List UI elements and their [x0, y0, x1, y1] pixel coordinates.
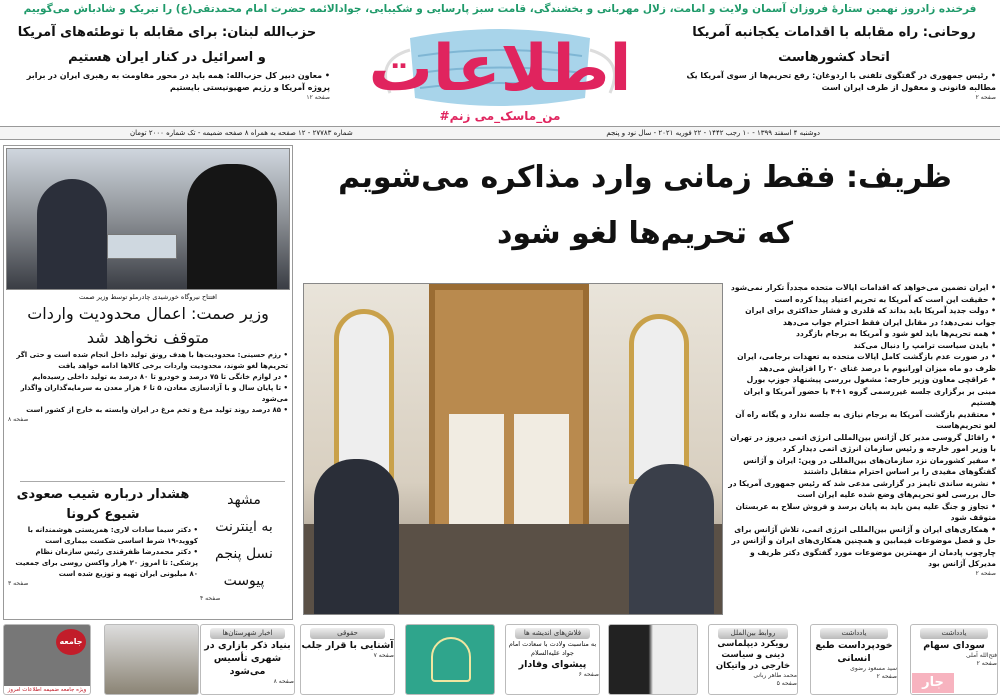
import-story[interactable]	[8, 293, 288, 424]
svg-text:اطلاعات: اطلاعات	[368, 32, 632, 106]
bullet: • در لوازم خانگی تا ۷۵ درصد و خودرو تا ۸۰ درصد به تولید داخلی رسیده‌ایم	[32, 373, 288, 381]
headline: هشدار درباره شیب صعودی	[16, 487, 190, 502]
imam-jawad-graphic	[405, 624, 495, 695]
summary: • رئیس جمهوری در گفتگوی تلفنی با اردوغان: رفع تحریم‌ها از سوی آمریکا یک مطالبه قانونی و معقول از طرف ایران است	[686, 71, 996, 92]
bullet: • معتقدیم بازگشت آمریکا به برجام نیازی به جلسه ندارد و یگانه راه آن لغو تحریم‌هاست	[735, 409, 996, 430]
left-top-story[interactable]	[4, 20, 330, 102]
top-banner: فرخنده زادروز نهمین ستارهٔ فروزان آسمان ولایت و امامت، زلال مهربانی و بخشندگی، قامت سبز پارسایی و شکیبایی، جوادالائمه حضرت امام محمدتقی(ع) را تبریک و شادباش می‌گوییم	[23, 3, 977, 15]
section-tag: حقوقی	[310, 628, 384, 639]
page-ref: صفحه ۲	[975, 94, 996, 101]
teaser-title: رویکرد دیپلماسی دینی و سیاست خارجی در واتیکان	[715, 639, 791, 671]
page-ref: صفحه ۵	[776, 680, 797, 687]
bottom-teaser[interactable]	[810, 624, 898, 695]
bullet: • تجاوز و جنگ علیه یمن باید به پایان برسد و فروش سلاح به عربستان متوقف شود	[735, 501, 996, 522]
jame-supplement[interactable]	[3, 624, 91, 695]
issue-info: شماره ۲۷۷۸۳ - ۱۲ صفحه به همراه ۸ صفحه ضمیمه - تک شماره ۲۰۰۰ تومان	[130, 129, 353, 137]
date-text: دوشنبه ۴ اسفند ۱۳۹۹ - ۱۰ رجب ۱۴۴۲ - ۲۲ فوریه ۲۰۲۱ - سال نود و پنجم	[606, 129, 820, 137]
section-tag: اخبار شهرستان‌ها	[210, 628, 284, 639]
headline: روحانی: راه مقابله با اقدامات یکجانبه آمریکا	[692, 25, 976, 40]
section-tag: روابط بین‌الملل	[718, 628, 788, 639]
author: محمد طاهر ربانی	[753, 672, 797, 679]
bullet: • در صورت عدم بازگشت کامل ایالات متحده به تعهدات برجامی، ایران ظرف دو ماه میزان اورانیوم با درصد غنای ۲۰ را افزایش می‌دهد	[737, 352, 996, 373]
mashhad-story[interactable]	[200, 487, 288, 603]
date-bar	[0, 126, 1000, 140]
bullet: • رزم حسینی: محدودیت‌ها با هدف رونق تولید داخل انجام شده است و حتی اگر تحریم‌ها لغو شوند، محدودیت واردات برخی کالاها ادامه خواهد یافت	[16, 351, 288, 370]
bullet: • عراقچی معاون وزیر خارجه: مشغول بررسی پیشنهاد جوزپ بورل مبنی بر برگزاری جلسه غیررسمی گروه ۱+۴ با حضور آمریکا و ایران هستیم	[743, 375, 996, 407]
section-tag: یادداشت	[920, 628, 989, 639]
main-headline[interactable]	[300, 150, 990, 262]
headline-line: پیوست	[223, 573, 265, 589]
teaser-title: خودپرداست طبع انسانی	[815, 640, 893, 664]
page-ref: صفحه ۲	[876, 673, 897, 680]
page-ref: صفحه ۲	[976, 660, 997, 667]
author: سید مسعود رضوی	[850, 665, 897, 672]
bullet: • نشریه ساندی تایمز در گزارشی مدعی شد که رئیس جمهوری آمریکا در حال بررسی لغو تحریم‌های وضع شده علیه ایران است	[728, 478, 996, 499]
page-ref: صفحه ۷	[373, 652, 394, 659]
section-tag: فلاش‌های اندیشه ها	[515, 628, 589, 639]
meeting-photo	[104, 624, 199, 695]
page-ref: صفحه ۶	[578, 671, 599, 678]
headline-line: مشهد	[227, 492, 261, 508]
page-ref: صفحه ۳	[8, 580, 29, 587]
page-ref: صفحه ۱۲	[306, 94, 330, 101]
headline-line: ظریف: فقط زمانی وارد مذاکره می‌شویم	[338, 160, 952, 195]
bullet: • رافائل گروسی مدیر کل آژانس بین‌المللی انرژی اتمی دیروز در تهران با وزیر امور خارجه و رئیس سازمان انرژی اتمی دیدار کرد	[730, 432, 996, 453]
page-ref: صفحه ۲	[975, 569, 996, 577]
divider	[20, 481, 285, 482]
bottom-teaser[interactable]	[505, 624, 600, 695]
bullet: • بایدن سیاست ترامپ را دنبال می‌کند	[853, 340, 996, 350]
section-tag: یادداشت	[820, 628, 889, 639]
bullet: • سفیر کشورمان نزد سازمان‌های بین‌المللی در وین: ایران و آژانس گفتگوهای مفیدی را بر اساس احترام متقابل داشتند	[743, 455, 996, 476]
summary: • معاون دبیر کل حزب‌الله: همه باید در محور مقاومت به رهبری ایران در برابر پروژه آمریکا و رژیم صهیونیستی بایستیم	[26, 71, 330, 92]
headline-line: که تحریم‌ها لغو شود	[496, 216, 794, 251]
intro: به مناسبت ولادت با سعادت امام جواد علیه‌السلام	[508, 640, 597, 657]
headline: وزیر صمت: اعمال محدودیت واردات	[27, 304, 269, 323]
jar-logo: جار	[912, 673, 954, 693]
bullet: • همه تحریم‌ها باید لغو شود و آمریکا به برجام بازگردد	[796, 329, 996, 338]
headline: اتحاد کشورهاست	[778, 50, 890, 65]
bullet: • ۸۵ درصد روند تولید مرغ و تخم مرغ در ایران وابسته به خارج از کشور است	[26, 406, 288, 414]
hashtag: #من_ماسک_می زنم	[439, 109, 561, 123]
bottom-teaser[interactable]	[708, 624, 798, 695]
rouhani-pope-photo	[608, 624, 698, 695]
jame-logo: جامعه	[56, 629, 86, 655]
bottom-teaser[interactable]	[300, 624, 395, 695]
main-photo	[303, 283, 723, 615]
headline: و اسرائیل در کنار ایران هستیم	[68, 50, 266, 65]
bullet: • دکتر سیما سادات لاری: همزیستی هوشمندانه با کووید-۱۹ شرط اساسی شکست بیماری است	[27, 526, 198, 545]
teaser-title: آشنایی با قرار جلب	[301, 640, 394, 651]
author: فتح‌الله آملی	[965, 652, 997, 659]
right-top-story[interactable]	[672, 20, 996, 102]
bullet: • دولت جدید آمریکا باید بداند که قلدری و فشار حداکثری برای ایران جواب نمی‌دهد؛ در مقابل ایران فقط احترام جواب می‌دهد	[745, 306, 996, 327]
page-ref: صفحه ۸	[273, 678, 294, 685]
teaser-title: پیشوای وفادار	[518, 659, 587, 670]
bullet: • همکاری‌های ایران و آژانس بین‌المللی انرژی اتمی، تلاش آژانس برای حل و فصل موضوعات فیمابین و همچنین همکاری‌های ایران و آژانس در چارچوب پادمان از مهمترین موضوعات مورد گفتگوی دکتر ظریف و مدیرکل آژانس بود	[731, 524, 996, 568]
photo-caption: افتتاح نیروگاه خورشیدی چادرملو توسط وزیر صمت	[79, 293, 217, 301]
minister-photo	[6, 148, 290, 290]
bullet: • حقیقت این است که آمریکا به تحریم اعتیاد پیدا کرده است	[774, 294, 996, 304]
page-ref: صفحه ۸	[8, 416, 29, 423]
bottom-teaser[interactable]	[200, 624, 295, 695]
teaser-title: بنیاد ذکر بازاری در شهری تأسیس می‌شود	[204, 640, 291, 677]
bullet: • ایران تضمین می‌خواهد که اقدامات ایالات متحده مجدداً تکرار نمی‌شود	[730, 283, 996, 292]
headline: حزب‌الله لبنان: برای مقابله با توطئه‌های آمریکا	[17, 25, 317, 40]
headline: متوقف نخواهد شد	[86, 328, 210, 347]
corona-story[interactable]	[8, 485, 198, 588]
caption: ویژه جامعه ضمیمه اطلاعات امروز	[4, 686, 90, 694]
headline-line: به اینترنت	[215, 519, 273, 535]
bullet: • دکتر محمدرضا ظفرقندی رئیس سازمان نظام پزشکی: تا امروز ۲۰ هزار واکسن روسی برای جمعیت ۸۰ میلیونی ایران تهیه و توزیع شده است	[15, 548, 198, 578]
headline: شیوع کرونا	[66, 507, 140, 522]
newspaper-logo[interactable]	[340, 18, 660, 124]
main-bullets	[728, 282, 996, 578]
teaser-title: سودای سهام	[923, 640, 985, 651]
logo-mask-icon	[340, 18, 660, 108]
headline-line: نسل پنجم	[215, 546, 273, 562]
page-ref: صفحه ۴	[200, 595, 221, 602]
bullet: • تا پایان سال و با آزادسازی معادن، ۵ تا ۶ هزار معدن به سرمایه‌گذاران واگذار می‌شود	[20, 384, 288, 403]
